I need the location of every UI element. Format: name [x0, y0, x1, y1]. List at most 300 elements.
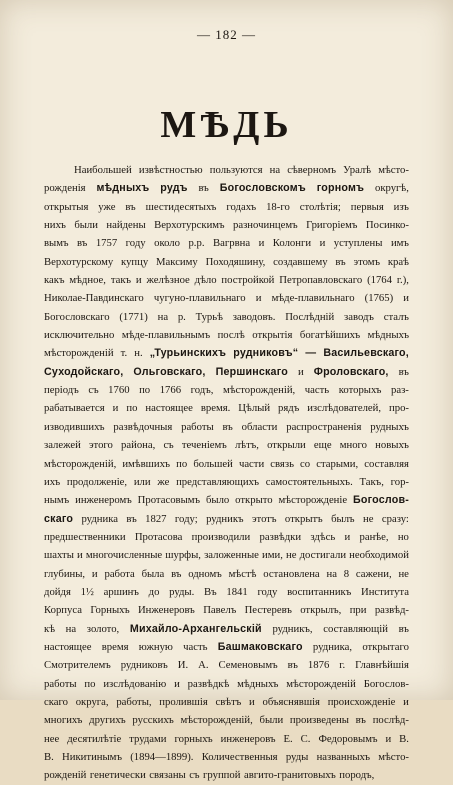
word: мѣсторожденій,: [44, 457, 117, 470]
word: изъ: [393, 200, 409, 213]
word: района,: [121, 439, 156, 452]
word: Петропавловскаго: [279, 274, 363, 287]
page-number: — 182 —: [197, 27, 256, 42]
word: десятилѣтіе: [67, 732, 122, 745]
text-line: [44, 326, 409, 344]
word: этотъ: [251, 512, 277, 525]
word: году: [257, 585, 278, 598]
word: рудника,: [312, 640, 353, 653]
word: рудникъ: [206, 512, 244, 525]
word: Корпуса: [44, 604, 82, 617]
word: имѣвшихъ: [122, 457, 171, 470]
word: этого: [88, 439, 113, 452]
word: новыхъ: [375, 439, 409, 452]
text-line: [44, 381, 409, 399]
word: и: [258, 237, 265, 250]
text-line: [44, 161, 409, 179]
text-line: [44, 675, 409, 693]
emphasis-word: рудъ: [160, 182, 188, 195]
word: развѣдки: [259, 530, 302, 543]
word: часть: [304, 384, 330, 397]
word: многочисленные: [85, 549, 163, 562]
word: Федоровымъ: [318, 732, 378, 745]
word: время: [101, 640, 129, 653]
word: шурфы,: [165, 549, 201, 562]
text-line: [44, 271, 409, 289]
word: н.: [134, 347, 143, 360]
word: послѣ: [217, 329, 245, 342]
word: самостоятельныхъ.: [265, 475, 353, 488]
word: же: [157, 475, 170, 488]
word: 1841: [226, 585, 248, 598]
word: остановлена: [263, 567, 320, 580]
word: на: [326, 567, 337, 580]
word: Протасовымъ: [137, 494, 201, 507]
word: рабатывается: [44, 402, 105, 415]
word: составляя: [364, 457, 409, 470]
word: 1766: [159, 384, 182, 397]
word: и: [385, 732, 392, 745]
word: уступлены: [333, 237, 383, 250]
word: сажени,: [355, 567, 392, 580]
text-line: [44, 234, 409, 252]
word: связаны: [149, 769, 186, 782]
word: Григоріемъ: [306, 219, 358, 232]
text-line: [44, 546, 409, 564]
word: (1771): [119, 310, 148, 323]
word: Такъ,: [359, 475, 384, 488]
word: пролившія: [159, 695, 208, 708]
word: Количественныя: [201, 751, 278, 763]
word: купцу: [121, 255, 149, 268]
word: много: [339, 439, 368, 452]
word: мѣсто-: [378, 751, 409, 763]
word: въ: [398, 622, 409, 635]
word: Верхотурскому: [44, 255, 114, 268]
emphasis-word: Васильевскаго,: [323, 347, 409, 360]
word: была: [141, 567, 165, 580]
word: аршинъ: [103, 585, 139, 598]
word: исключительно: [44, 329, 115, 342]
word: рудникъ,: [272, 622, 313, 635]
word: краѣ: [387, 255, 409, 268]
word: но: [397, 530, 409, 543]
word: открыто: [235, 494, 273, 507]
word: въ: [198, 182, 209, 195]
word: вымъ: [44, 237, 69, 250]
word: заводъ: [344, 310, 374, 323]
word: инженеровъ: [220, 732, 276, 745]
word: распространенія: [286, 420, 362, 433]
word: Верхотурскимъ: [154, 219, 225, 232]
word: и: [403, 292, 409, 305]
word: Никитинымъ: [62, 751, 122, 763]
text-line: [44, 620, 409, 638]
word: году: [125, 237, 146, 250]
word: въ: [125, 200, 136, 213]
word: 1876: [307, 659, 330, 672]
word: разночинцемъ: [233, 219, 298, 232]
word: большей: [193, 457, 233, 470]
text-line: [44, 344, 409, 362]
word: сразу:: [381, 512, 409, 525]
word: развѣдкѣ: [187, 677, 230, 690]
text-line: [44, 766, 409, 784]
emphasis-word: Першинскаго: [215, 365, 288, 378]
word: руды.: [169, 585, 195, 598]
emphasis-word: рудниковъ“: [233, 347, 299, 360]
word: которыхъ: [338, 384, 382, 397]
word: годъ,: [190, 384, 214, 397]
word: необходимой: [349, 549, 409, 562]
word: Института: [360, 585, 409, 598]
word: послѣд-: [372, 714, 409, 727]
word: рожденія: [44, 182, 86, 195]
word: р.: [177, 310, 186, 323]
word: многихъ: [44, 714, 83, 727]
word: пользуются: [209, 164, 263, 176]
word: Семеновымъ: [218, 659, 278, 672]
emphasis-word: Фроловскаго,: [313, 365, 389, 378]
word: округѣ,: [374, 182, 409, 195]
word: шестидесятыхъ: [145, 200, 217, 213]
word: имъ: [390, 237, 409, 250]
word: мѣсторожденій,: [222, 384, 296, 397]
word: кѣ: [44, 622, 55, 635]
text-line: [44, 748, 409, 766]
word: въ: [398, 365, 409, 378]
word: часть: [183, 640, 208, 653]
word: работа: [104, 567, 135, 580]
word: открытъ: [284, 512, 323, 525]
word: этомъ: [353, 255, 381, 268]
word: мѣде-плавильнымъ: [121, 329, 211, 342]
word: достигали: [299, 549, 347, 562]
word: не: [286, 549, 297, 562]
word: мѣсторожденій,: [180, 714, 253, 727]
word: Наибольшей: [74, 164, 132, 176]
word: изслѣдователей,: [307, 402, 382, 415]
word: Е.: [283, 732, 293, 745]
body-text: [44, 161, 409, 785]
text-line: [44, 583, 409, 601]
word: ихъ: [44, 475, 61, 488]
word: изслѣдованію: [103, 677, 167, 690]
word: Богослов-: [363, 677, 409, 690]
word: и: [135, 274, 142, 287]
emphasis-word: Богословскомъ: [219, 182, 306, 195]
word: Максиму: [156, 255, 198, 268]
word: по: [176, 457, 188, 470]
word: столѣтія;: [299, 200, 341, 213]
word: со: [300, 457, 311, 470]
word: были: [74, 219, 98, 232]
word: на: [157, 310, 169, 323]
word: былъ: [331, 512, 355, 525]
text-line: [44, 601, 409, 619]
word: произведены: [289, 714, 349, 727]
word: годахъ: [226, 200, 257, 213]
word: уже: [98, 200, 116, 213]
word: И.: [177, 659, 189, 672]
word: и: [249, 695, 255, 708]
word: генетически: [89, 769, 146, 782]
word: и: [91, 567, 98, 580]
word: составляющій: [323, 622, 388, 635]
word: создавшему: [273, 255, 328, 268]
word: шахты: [44, 549, 74, 562]
word: С.: [300, 732, 311, 745]
word: около: [154, 237, 180, 250]
text-line: [44, 363, 409, 381]
word: рудника: [81, 512, 119, 525]
emphasis-word: „Турьинскихъ: [149, 347, 227, 360]
word: еще: [313, 439, 332, 452]
word: мѣсторожденій: [286, 677, 356, 690]
word: и: [403, 695, 409, 708]
word: 1827: [145, 512, 167, 525]
word: гор-: [390, 475, 409, 488]
word: глубины,: [44, 567, 86, 580]
word: и: [112, 402, 119, 415]
word: Протасова: [134, 530, 183, 543]
text-line: [44, 216, 409, 234]
word: ими,: [262, 549, 283, 562]
word: одномъ: [188, 567, 222, 580]
word: свѣтъ: [215, 695, 242, 708]
word: другихъ: [89, 714, 126, 727]
word: авгито-гранитовыхъ: [243, 769, 336, 782]
text-line: [44, 693, 409, 711]
word: представляющихъ: [176, 475, 260, 488]
word: горныхъ: [174, 732, 213, 745]
word: Цѣлый: [238, 402, 271, 415]
word: г.),: [396, 274, 409, 287]
word: части: [238, 457, 265, 470]
word: трудами: [129, 732, 167, 745]
word: Уралѣ: [343, 164, 372, 176]
word: Павелъ: [203, 604, 237, 617]
word: связь: [270, 457, 294, 470]
word: извѣстностью: [138, 164, 203, 176]
word: рожденій: [44, 769, 87, 782]
text-line: [44, 473, 409, 491]
word: Богословскаго: [44, 310, 110, 323]
word: производили: [191, 530, 251, 543]
word: про-: [389, 402, 409, 415]
word: нее: [44, 732, 60, 745]
word: было: [205, 494, 230, 507]
word: теченіемъ: [181, 439, 227, 452]
word: Горныхъ: [90, 604, 130, 617]
text-line: [44, 711, 409, 729]
word: найдены: [106, 219, 146, 232]
word: и: [174, 677, 180, 690]
text-line: [44, 418, 409, 436]
word: (1765): [364, 292, 394, 305]
word: мѣдное,: [69, 274, 106, 287]
word: мѣде-плавильнаго: [271, 292, 355, 305]
word: Послѣдній: [285, 310, 335, 323]
text-line: [44, 436, 409, 454]
word: здѣсь: [310, 530, 336, 543]
word: инженеромъ: [75, 494, 132, 507]
word: р.р.: [188, 237, 205, 250]
word: мѣсторожденіе: [278, 494, 348, 507]
word: при: [349, 604, 367, 617]
word: русскихъ: [132, 714, 174, 727]
word: мѣсторожденій: [44, 347, 114, 360]
word: рудниковъ: [120, 659, 168, 672]
text-line: [44, 510, 409, 528]
word: и: [255, 292, 262, 305]
word: постройкой: [221, 274, 275, 287]
text-line: [44, 528, 409, 546]
word: Главнѣйшія: [355, 659, 409, 672]
text-line: [44, 308, 409, 326]
word: или: [133, 475, 151, 488]
word: 1757: [95, 237, 118, 250]
word: г.: [339, 659, 346, 672]
word: не: [398, 567, 409, 580]
emphasis-word: скаго: [44, 512, 74, 525]
word: до: [148, 585, 160, 598]
word: открылъ,: [300, 604, 342, 617]
word: лѣтъ,: [234, 439, 259, 452]
text-line: [44, 179, 409, 197]
word: и: [344, 530, 351, 543]
word: золото,: [86, 622, 120, 635]
word: съ: [189, 769, 200, 782]
emphasis-word: Суходойскаго,: [44, 365, 124, 378]
word: въ: [222, 420, 233, 433]
text-line: [44, 491, 409, 509]
text-line: [44, 656, 409, 674]
word: Пестеревъ: [244, 604, 292, 617]
text-line: [44, 399, 409, 417]
word: Въ: [204, 585, 217, 598]
word: мѣдныхъ: [237, 677, 279, 690]
emphasis-word: Башмаковскаго: [217, 640, 303, 653]
word: Колонги: [272, 237, 312, 250]
word: по: [84, 677, 96, 690]
word: Смотрителемъ: [44, 659, 111, 672]
word: залежей: [44, 439, 81, 452]
emphasis-word: Ольговскаго,: [133, 365, 206, 378]
word: работы,: [116, 695, 152, 708]
word: предшественники: [44, 530, 126, 543]
word: желѣзное: [146, 274, 190, 287]
word: были: [259, 714, 284, 727]
word: Вагрвна: [212, 237, 251, 250]
word: съ: [163, 439, 174, 452]
word: такъ: [110, 274, 132, 287]
emphasis-word: мѣдныхъ: [96, 182, 150, 195]
word: открыли: [267, 439, 306, 452]
word: Посинко-: [365, 219, 409, 232]
word: происхожденіе: [327, 695, 396, 708]
word: чугуно-плавильнаго: [153, 292, 246, 305]
word: мѣсто-: [378, 164, 409, 176]
word: округа,: [75, 695, 109, 708]
word: работы: [44, 677, 77, 690]
word: сталъ: [383, 310, 409, 323]
text-line: [44, 253, 409, 271]
word: скаго: [44, 695, 68, 708]
word: мѣстѣ: [228, 567, 257, 580]
word: развѣдочныя: [113, 420, 173, 433]
section-title: МѢДЬ: [160, 104, 293, 146]
word: нымъ: [44, 494, 70, 507]
word: 8: [343, 567, 350, 580]
word: на: [65, 622, 77, 635]
word: работы: [181, 420, 214, 433]
word: породъ,: [339, 769, 375, 782]
emphasis-word: горномъ: [316, 182, 365, 195]
word: руды: [285, 751, 309, 763]
word: старыми,: [316, 457, 359, 470]
emphasis-word: Богослов-: [353, 494, 409, 507]
word: 1½: [80, 585, 94, 598]
word: продолженіе,: [66, 475, 128, 488]
emphasis-word: Михайло-Архангельскій: [129, 622, 262, 635]
word: области: [241, 420, 278, 433]
word: группой: [203, 769, 241, 782]
word: дойдя: [44, 585, 71, 598]
word: съ: [88, 384, 99, 397]
word: не: [363, 512, 374, 525]
word: ранѣе,: [359, 530, 389, 543]
word: богатѣйшихъ: [299, 329, 361, 342]
word: періодъ: [44, 384, 79, 397]
word: 18-го: [266, 200, 290, 213]
word: (1894—1899).: [130, 751, 194, 763]
text-line: [44, 638, 409, 656]
text-line: [44, 198, 409, 216]
word: заложенные: [204, 549, 259, 562]
emphasis-word: —: [305, 347, 317, 360]
word: т.: [120, 347, 128, 360]
word: Николае-Павдинскаго: [44, 292, 144, 305]
word: раз-: [391, 384, 409, 397]
word: воспитанникъ: [287, 585, 352, 598]
word: первыя: [350, 200, 384, 213]
word: В.: [44, 751, 54, 763]
word: заводовъ.: [232, 310, 276, 323]
word: Турьѣ: [195, 310, 223, 323]
text-line: [44, 565, 409, 583]
word: въ: [77, 237, 88, 250]
word: изводившихъ: [44, 420, 105, 433]
word: Инженеровъ: [137, 604, 195, 617]
word: сѣверномъ: [287, 164, 337, 176]
word: въ: [126, 512, 137, 525]
word: въ: [287, 659, 298, 672]
word: настоящее: [44, 640, 92, 653]
word: открытыя: [44, 200, 89, 213]
word: въ: [171, 567, 182, 580]
word: развѣд-: [374, 604, 409, 617]
word: по: [139, 384, 151, 397]
word: рядъ: [278, 402, 300, 415]
word: объяснявшія: [262, 695, 320, 708]
word: открытія: [252, 329, 293, 342]
word: въ: [335, 255, 346, 268]
word: и: [297, 365, 304, 378]
word: настоящее: [145, 402, 193, 415]
word: названныхъ: [316, 751, 370, 763]
word: какъ: [44, 274, 65, 287]
